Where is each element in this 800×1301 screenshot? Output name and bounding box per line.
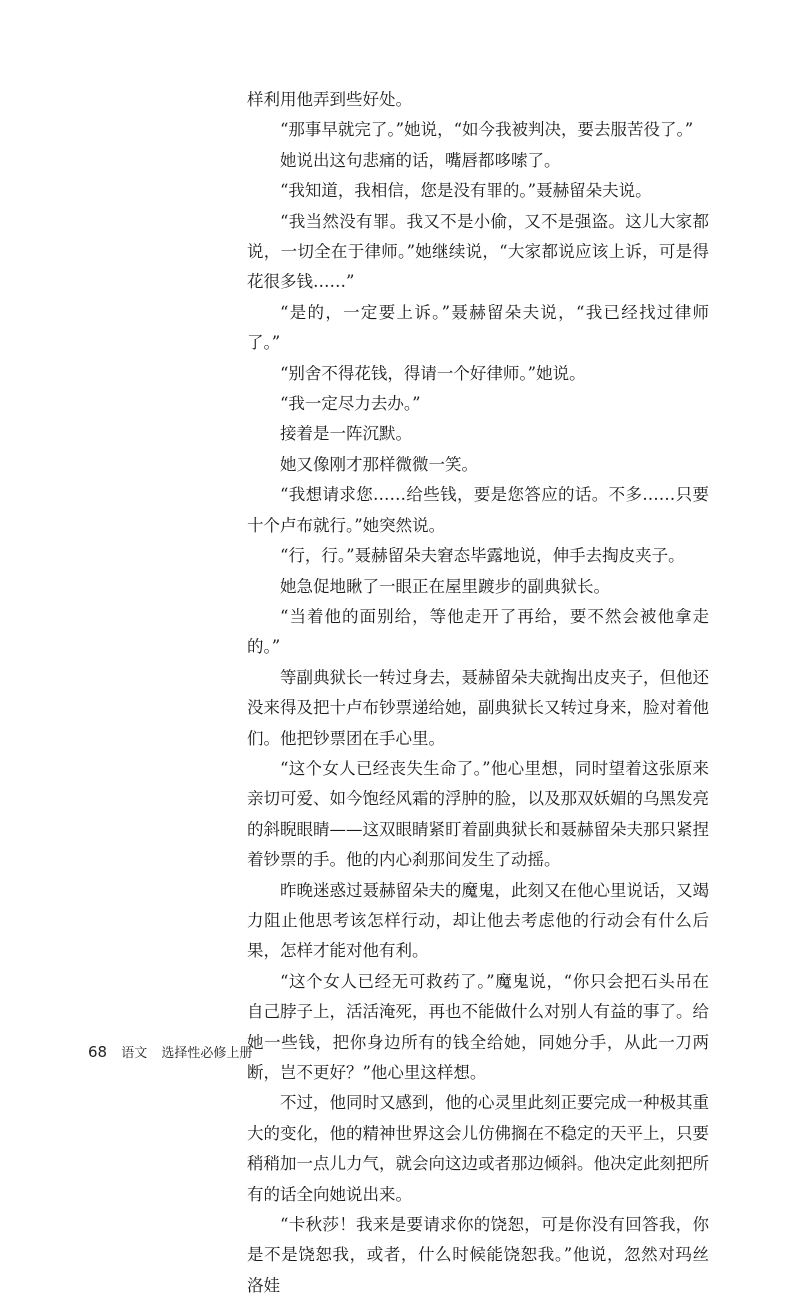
paragraph: “那事早就完了。”她说，“如今我被判决，要去服苦役了。” bbox=[280, 120, 694, 140]
book-title: 选择性必修上册 bbox=[161, 1046, 253, 1061]
body-text bbox=[247, 85, 709, 1301]
paragraph: 她又像刚才那样微微一笑。 bbox=[280, 454, 478, 474]
paragraph: “是的，一定要上诉。”聂赫留朵夫说，“我已经找过律师了。” bbox=[247, 302, 709, 353]
paragraph: “卡秋莎！我来是要请求你的饶恕，可是你没有回答我，你是不是饶恕我，或者，什么时候能饶恕我。”他说，忽然对玛丝洛娃 bbox=[247, 1215, 709, 1295]
paragraph: “这个女人已经丧失生命了。”他心里想，同时望着这张原来亲切可爱、如今饱经风霜的浮肿的脸，以及那双妖媚的乌黑发亮的斜睨眼睛——这双眼睛紧盯着副典狱长和聂赫留朵夫那只紧捏着钞票的手。他的内心刹那间发生了动摇。 bbox=[247, 758, 709, 870]
paragraph: 她急促地瞅了一眼正在屋里踱步的副典狱长。 bbox=[280, 576, 610, 596]
paragraph: “当着他的面别给，等他走开了再给，要不然会被他拿走的。” bbox=[247, 606, 709, 657]
paragraph: “别舍不得花钱，得请一个好律师。”她说。 bbox=[280, 363, 586, 383]
paragraph: 样利用他弄到些好处。 bbox=[247, 90, 412, 109]
paragraph: 接着是一阵沉默。 bbox=[280, 424, 412, 444]
paragraph: 她说出这句悲痛的话，嘴唇都哆嗦了。 bbox=[280, 150, 561, 170]
paragraph: “这个女人已经无可救药了。”魔鬼说，“你只会把石头吊在自己脖子上，活活淹死，再也不能做什么对别人有益的事了。给她一些钱，把你身边所有的钱全给她，同她分手，从此一刀两断，岂不更好？”他心里这样想。 bbox=[247, 971, 709, 1082]
subject-label: 语文 bbox=[121, 1046, 148, 1061]
paragraph: “我想请求您……给些钱，要是您答应的话。不多……只要十个卢布就行。”她突然说。 bbox=[247, 485, 709, 535]
page-number: 68 bbox=[88, 1043, 108, 1061]
page-footer bbox=[88, 1042, 252, 1061]
paragraph: “我一定尽力去办。” bbox=[280, 394, 421, 414]
paragraph: 不过，他同时又感到，他的心灵里此刻正要完成一种极其重大的变化，他的精神世界这会儿仿佛搁在不稳定的天平上，只要稍稍加一点儿力气，就会向这边或者那边倾斜。他决定此刻把所有的话全向她说出来。 bbox=[247, 1093, 709, 1204]
paragraph: 等副典狱长一转过身去，聂赫留朵夫就掏出皮夹子，但他还没来得及把十卢布钞票递给她，副典狱长又转过身来，脸对着他们。他把钞票团在手心里。 bbox=[247, 667, 709, 748]
paragraph: “我知道，我相信，您是没有罪的。”聂赫留朵夫说。 bbox=[280, 181, 652, 201]
paragraph: “行，行。”聂赫留朵夫窘态毕露地说，伸手去掏皮夹子。 bbox=[280, 546, 685, 566]
paragraph: “我当然没有罪。我又不是小偷，又不是强盗。这儿大家都说，一切全在于律师。”她继续说，“大家都说应该上诉，可是得花很多钱……” bbox=[247, 211, 709, 292]
paragraph: 昨晚迷惑过聂赫留朵夫的魔鬼，此刻又在他心里说话，又竭力阻止他思考该怎样行动，却让他去考虑他的行动会有什么后果，怎样才能对他有利。 bbox=[247, 880, 709, 961]
